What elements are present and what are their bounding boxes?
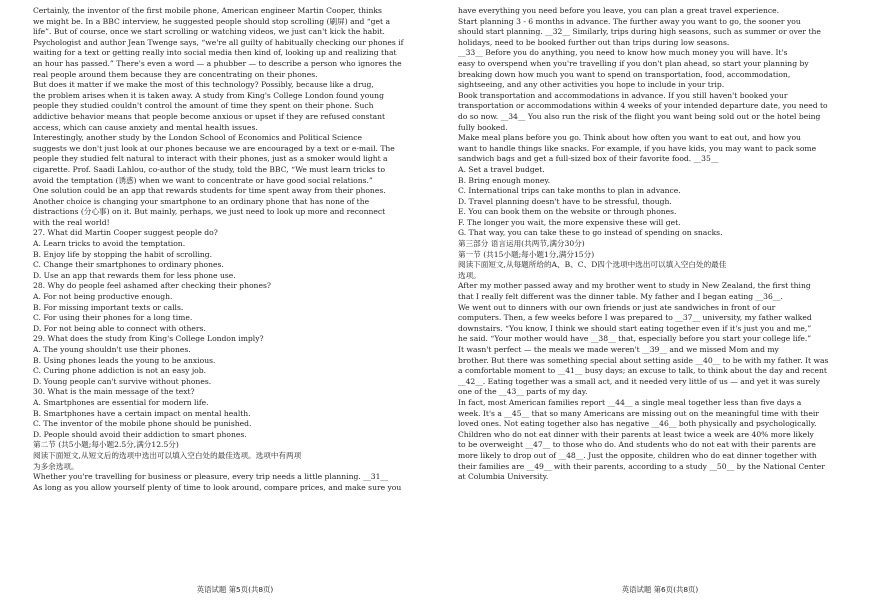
text-line: we might be. In a BBC interview, he suggested people should stop scrolling (刷屏) and “get a: [33, 16, 390, 26]
text-line: avoid the temptation (诱惑) when we want to concentrate or have good social relations.”: [33, 175, 373, 185]
text-line: life”. But of course, once we start scrolling or watching videos, we just can't kick the habit.: [33, 27, 385, 37]
text-line: Whether you're travelling for business or pleasure, every trip needs a little planning. __31__: [33, 472, 388, 482]
text-line: In fact, most American families report __44__ a single meal together less than five days a: [458, 397, 802, 407]
text-line: sightseeing, and any other activities you hope to include in your trip.: [458, 80, 725, 90]
text-line: suggests we don't just look at our phones because we are encouraged by a text or e-mail. The: [33, 143, 395, 153]
text-line: holidays, need to be booked further out than trips during low seasons.: [458, 37, 730, 47]
text-line: But does it matter if we make the most of this technology? Possibly, because like a drug,: [33, 80, 374, 90]
text-line: Make meal plans before you go. Think about how often you want to eat out, and how you: [458, 133, 801, 143]
text-line: D. Use an app that rewards them for less phone use.: [33, 270, 236, 280]
text-line: 第二节 (共5小题;每小题2.5分,满分12.5分): [33, 440, 179, 450]
text-line: 阅读下面短文,从每题所给的A、B、C、D四个选项中选出可以填入空白处的最佳: [458, 260, 727, 270]
text-line: he said. “Your mother would have __38__ that, especially before you start your college life.”: [458, 334, 812, 344]
text-line: G. That way, you can take these to go instead of spending on snacks.: [458, 228, 723, 238]
text-line: One solution could be an app that rewards students for time spent away from their phones.: [33, 186, 386, 196]
text-line: 27. What did Martin Cooper suggest people do?: [33, 228, 218, 238]
text-line: week. It's a __45__ that so many Americans are missing out on the meaningful time with their: [458, 408, 819, 418]
text-line: Psychologist and author Jean Twenge says, “we're all guilty of habitually checking our phones if: [33, 37, 404, 47]
text-line: distractions (分心事) on it. But mainly, perhaps, we just need to look up more and reconnect: [33, 207, 386, 217]
text-line: should start planning. __32__ Similarly, trips during high seasons, such as summer or over the: [458, 27, 821, 37]
text-line: __42__. Eating together was a small act, and it needed very little of us — and yet it was surely: [458, 376, 821, 386]
text-line: __33__ Before you do anything, you need to know how much money you will have. It's: [458, 48, 788, 58]
text-line: C. For using their phones for a long time.: [33, 313, 193, 323]
text-line: easy to overspend when you're travelling if you don't plan ahead, so start your planning by: [458, 58, 809, 68]
text-line: to be overweight __47__ to those who do. And students who do not eat with their parents are: [458, 440, 816, 450]
text-line: A. Smartphones are essential for modern life.: [33, 397, 209, 407]
text-line: Interestingly, another study by the London School of Economics and Political Science: [33, 133, 362, 143]
text-line: the problem arises when it is taken away. A study from King's College London found young: [33, 90, 384, 100]
text-line: A. For not being productive enough.: [33, 292, 173, 302]
text-line: transportation or accommodations within 4 weeks of your intended departure date, you need to: [458, 101, 828, 111]
text-line: D. Travel planning doesn't have to be stressful, though.: [458, 196, 672, 206]
text-line: 第三部分 语言运用(共两节,满分30分): [458, 239, 585, 249]
text-line: C. International trips can take months to plan in advance.: [458, 186, 681, 196]
text-line: B. For missing important texts or calls.: [33, 302, 184, 312]
page-footer-right: 英语试题 第6页(共8页): [621, 585, 699, 594]
text-line: D. People should avoid their addiction to smart phones.: [33, 429, 247, 439]
text-line: A. Learn tricks to avoid the temptation.: [33, 239, 186, 249]
text-line: 28. Why do people feel ashamed after checking their phones?: [33, 281, 271, 291]
right-page: [458, 6, 863, 566]
text-line: E. You can book them on the website or through phones.: [458, 207, 677, 217]
text-line: Certainly, the inventor of the first mobile phone, American engineer Martin Cooper, thinks: [33, 6, 382, 15]
text-line: people they studied couldn't control the amount of time they spent on their phone. Such: [33, 101, 374, 111]
text-line: with the real world!: [33, 217, 110, 227]
text-line: an hour has passed.” There's even a word — a phubber — to describe a person who ignores the: [33, 58, 402, 68]
text-line: 29. What does the study from King's College London imply?: [33, 334, 264, 344]
text-line: a comfortable moment to __41__ busy days; an excuse to talk, to think about the day and recent: [458, 366, 827, 376]
text-line: A. Set a travel budget.: [458, 164, 545, 174]
text-line: waiting for a text or getting really into social media then kind of, looking up and realizing that: [33, 48, 397, 58]
text-line: It wasn't perfect — the meals we made weren't __39__ and we missed Mom and my: [458, 345, 779, 354]
text-line: C. Curing phone addiction is not an easy job.: [33, 366, 207, 376]
text-line: As long as you allow yourself plenty of time to look around, compare prices, and make sure you: [33, 482, 402, 492]
text-line: After my mother passed away and my brother went to study in New Zealand, the first thing: [458, 281, 811, 291]
text-line: brother. But there was something special about setting aside __40__ to be with my father. It was: [458, 355, 829, 365]
text-line: C. Change their smartphones to ordinary phones.: [33, 260, 224, 270]
text-line: computers. Then, a few weeks before I was prepared to __37__ university, my father walked: [458, 313, 812, 323]
text-line: real people around them because they are concentrating on their phones.: [33, 69, 318, 79]
text-line: sandwich bags and get a full-sized box of their favorite food. __35__: [458, 154, 719, 164]
text-line: B. Enjoy life by stopping the habit of scrolling.: [33, 249, 213, 259]
text-line: downstairs. “You know, I think we should start eating together even if it's just you and me,”: [458, 323, 812, 333]
left-page: [33, 6, 438, 566]
text-line: want to handle things like snacks. For example, if you have kids, you may want to pack some: [458, 143, 817, 153]
text-line: Another choice is changing your smartphone to an ordinary phone that has none of the: [33, 196, 370, 206]
text-line: C. The inventor of the mobile phone should be punished.: [33, 419, 252, 429]
text-line: 为多余选项。: [33, 461, 79, 471]
text-line: that I really felt different was the dinner table. My father and I began eating __36__.: [458, 292, 783, 302]
text-line: breaking down how much you want to spend on transportation, food, accommodation,: [458, 69, 791, 79]
text-line: A. The young shouldn't use their phones.: [33, 345, 191, 354]
text-line: at Columbia University.: [458, 472, 549, 482]
text-line: fully booked.: [458, 122, 508, 132]
text-line: cigarette. Prof. Saadi Lahlou, co-author of the study, told the BBC, “We must learn tricks to: [33, 164, 386, 174]
text-line: 第一节 (共15小题;每小题1分,满分15分): [458, 249, 595, 259]
text-line: Start planning 3 - 6 months in advance. The further away you want to go, the sooner you: [458, 16, 801, 26]
text-line: B. Bring enough money.: [458, 175, 551, 185]
text-line: B. Smartphones have a certain impact on mental health.: [33, 408, 251, 418]
text-line: 阅读下面短文,从短文后的选项中选出可以填入空白处的最佳选项。选项中有两项: [33, 450, 302, 460]
text-line: Book transportation and accommodations in advance. If you still haven't booked your: [458, 90, 788, 100]
text-line: 30. What is the main message of the text?: [33, 387, 195, 397]
text-line: do so now. __34__ You also run the risk of the flight you want being sold out or the hotel being: [458, 111, 821, 121]
page-footer-left: 英语试题 第5页(共8页): [196, 585, 274, 594]
text-line: 选项。: [458, 270, 481, 280]
text-line: more likely to drop out of __48__. Just the opposite, children who do eat dinner together with: [458, 450, 817, 460]
text-line: D. Young people can't survive without phones.: [33, 376, 212, 386]
text-line: addictive behavior means that people become anxious or upset if they are refused constant: [33, 111, 386, 121]
text-line: D. For not being able to connect with others.: [33, 323, 206, 333]
text-line: people they studied felt natural to interact with their phones, just as a smoker would light a: [33, 154, 388, 164]
text-line: Children who do not eat dinner with their parents at least twice a week are 40% more likely: [458, 429, 814, 439]
text-line: their families are __49__ with their parents, according to a study __50__ by the National Center: [458, 461, 825, 471]
text-line: B. Using phones leads the young to be anxious.: [33, 355, 216, 365]
text-line: loved ones. Not eating together also has negative __46__ both physically and psychologically.: [458, 419, 817, 429]
text-line: access, which can cause anxiety and mental health issues.: [33, 122, 258, 132]
text-line: We went out to dinners with our own friends or just ate sandwiches in front of our: [458, 302, 776, 312]
text-line: F. The longer you wait, the more expensive these will get.: [458, 217, 681, 227]
text-line: one of the __43__ parts of my day.: [458, 387, 588, 397]
text-line: have everything you need before you leave, you can plan a great travel experience.: [458, 6, 780, 15]
